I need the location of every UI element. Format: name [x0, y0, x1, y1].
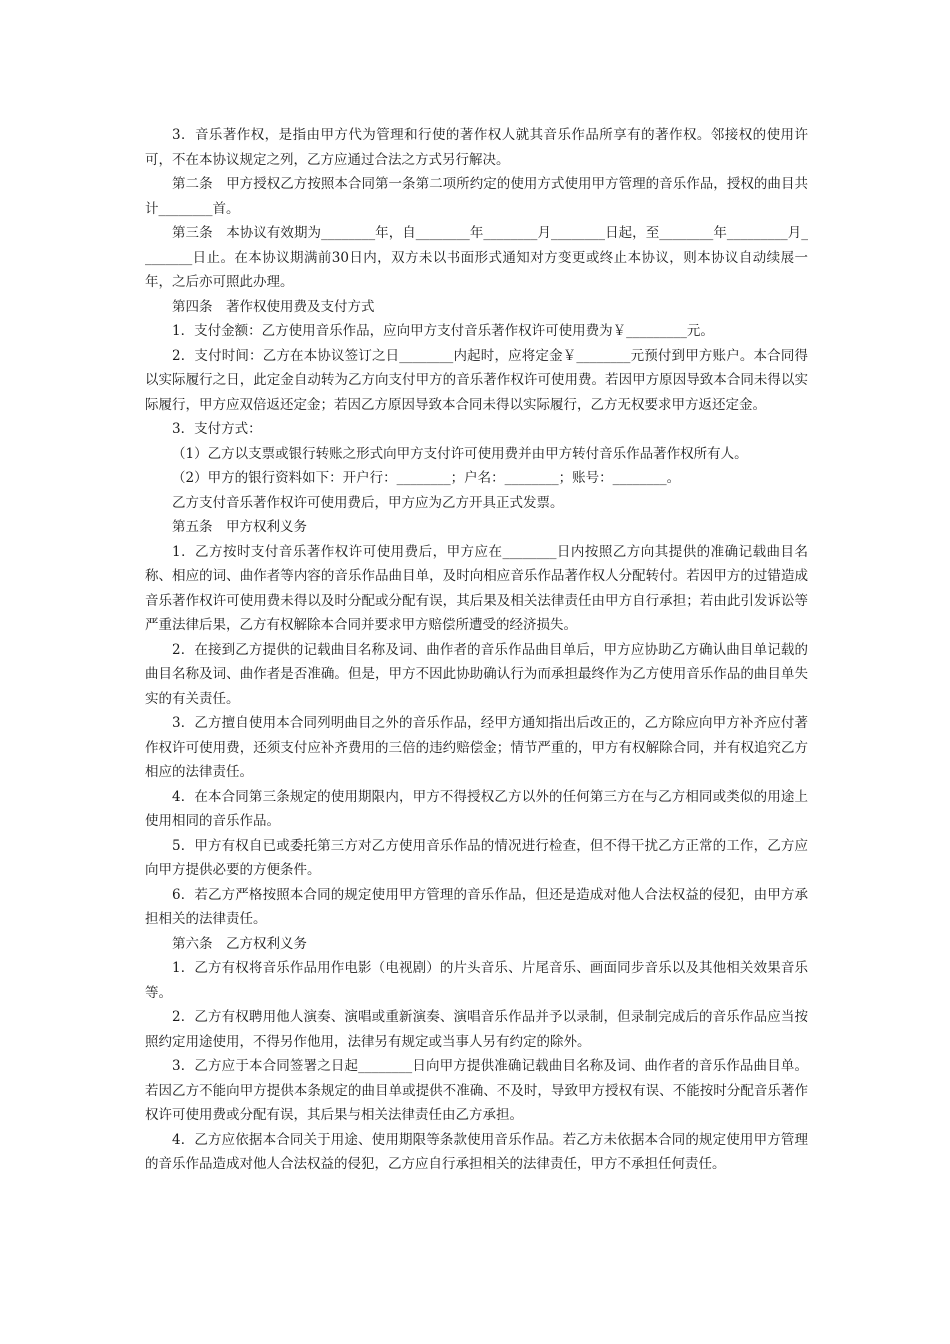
paragraph-article-2: 第二条 甲方授权乙方按照本合同第一条第二项所约定的使用方式使用甲方管理的音乐作品，授权的曲目共计________首。: [145, 176, 808, 217]
heading-article-4: 第四条 著作权使用费及支付方式: [172, 298, 375, 315]
heading-article-6: 第六条 乙方权利义务: [172, 935, 307, 952]
paragraph-party-b-duty-4: 4．乙方应依据本合同关于用途、使用期限等条款使用音乐作品。若乙方未依据本合同的规定使用甲方管理的音乐作品造成对他人合法权益的侵犯，乙方应自行承担相关的法律责任，甲方不承担任何责任。: [145, 1131, 808, 1172]
paragraph-bank-info: （2）甲方的银行资料如下：开户行：________；户名：________；账号：________。: [172, 470, 681, 486]
paragraph-payment-method-1: （1）乙方以支票或银行转账之形式向甲方支付许可使用费并由甲方转付音乐作品著作权所有人。: [172, 445, 748, 462]
paragraph-party-a-duty-4: 4．在本合同第三条规定的使用期限内，甲方不得授权乙方以外的任何第三方在与乙方相同或类似的用途上使用相同的音乐作品。: [145, 788, 808, 829]
paragraph-party-b-duty-3: 3．乙方应于本合同签署之日起________日向甲方提供准确记载曲目名称及词、曲作者的音乐作品曲目单。若因乙方不能向甲方提供本条规定的曲目单或提供不准确、不及时，导致甲方授权有误、不能按时分配音乐著作权许可使用费或分配有误，其后果与相关法律责任由乙方承担。: [145, 1058, 808, 1123]
paragraph-copyright-definition: 3．音乐著作权，是指由甲方代为管理和行使的著作权人就其音乐作品所享有的著作权。邻接权的使用许可，不在本协议规定之列，乙方应通过合法之方式另行解决。: [145, 127, 808, 168]
paragraph-payment-time: 2．支付时间：乙方在本协议签订之日________内起时，应将定金￥________元预付到甲方账户。本合同得以实际履行之日，此定金自动转为乙方向支付甲方的音乐著作权许可使用费。若因甲方原因导致本合同未得以实际履行，甲方应双倍返还定金；若因乙方原因导致本合同未得以实际履行，乙方无权要求甲方返还定金。: [145, 347, 808, 413]
paragraph-party-b-duty-1: 1．乙方有权将音乐作品用作电影（电视剧）的片头音乐、片尾音乐、画面同步音乐以及其他相关效果音乐等。: [145, 960, 808, 1001]
paragraph-party-a-duty-3: 3．乙方擅自使用本合同列明曲目之外的音乐作品，经甲方通知指出后改正的，乙方除应向甲方补齐应付著作权许可使用费，还须支付应补齐费用的三倍的违约赔偿金；情节严重的，甲方有权解除合同，并有权追究乙方相应的法律责任。: [145, 715, 808, 780]
paragraph-payment-method: 3．支付方式：: [172, 421, 262, 437]
document-body: [145, 123, 808, 1177]
heading-article-5: 第五条 甲方权利义务: [172, 519, 307, 535]
paragraph-article-3: 第三条 本协议有效期为________年，自________年________月________日起，至________年_________月________日止。在本协议期满前30日内，双方未以书面形式通知对方变更或终止本协议，则本协议自动续展一年，之后亦可照此办理。: [145, 225, 808, 290]
paragraph-party-a-duty-1: 1．乙方按时支付音乐著作权许可使用费后，甲方应在________日内按照乙方向其提供的准确记载曲目名称、相应的词、曲作者等内容的音乐作品曲目单，及时向相应音乐作品著作权人分配转付。若因甲方的过错造成音乐著作权许可使用费未得以及时分配或分配有误，其后果及相关法律责任由甲方自行承担；若由此引发诉讼等严重法律后果，乙方有权解除本合同并要求甲方赔偿所遭受的经济损失。: [145, 543, 808, 633]
paragraph-party-a-duty-5: 5．甲方有权自已或委托第三方对乙方使用音乐作品的情况进行检查，但不得干扰乙方正常的工作，乙方应向甲方提供必要的方便条件。: [145, 837, 808, 878]
paragraph-party-a-duty-2: 2．在接到乙方提供的记载曲目名称及词、曲作者的音乐作品曲目单后，甲方应协助乙方确认曲目单记载的曲目名称及词、曲作者是否准确。但是，甲方不因此协助确认行为而承担最终作为乙方使用音乐作品的曲目单失实的有关责任。: [145, 641, 808, 707]
paragraph-party-b-duty-2: 2．乙方有权聘用他人演奏、演唱或重新演奏、演唱音乐作品并予以录制，但录制完成后的音乐作品应当按照约定用途使用，不得另作他用，法律另有规定或当事人另有约定的除外。: [145, 1009, 808, 1050]
paragraph-party-a-duty-6: 6．若乙方严格按照本合同的规定使用甲方管理的音乐作品，但还是造成对他人合法权益的侵犯，由甲方承担相关的法律责任。: [145, 886, 808, 927]
paragraph-payment-amount: 1．支付金额：乙方使用音乐作品，应向甲方支付音乐著作权许可使用费为￥_________元。: [172, 323, 714, 339]
paragraph-invoice: 乙方支付音乐著作权许可使用费后，甲方应为乙方开具正式发票。: [172, 494, 564, 511]
